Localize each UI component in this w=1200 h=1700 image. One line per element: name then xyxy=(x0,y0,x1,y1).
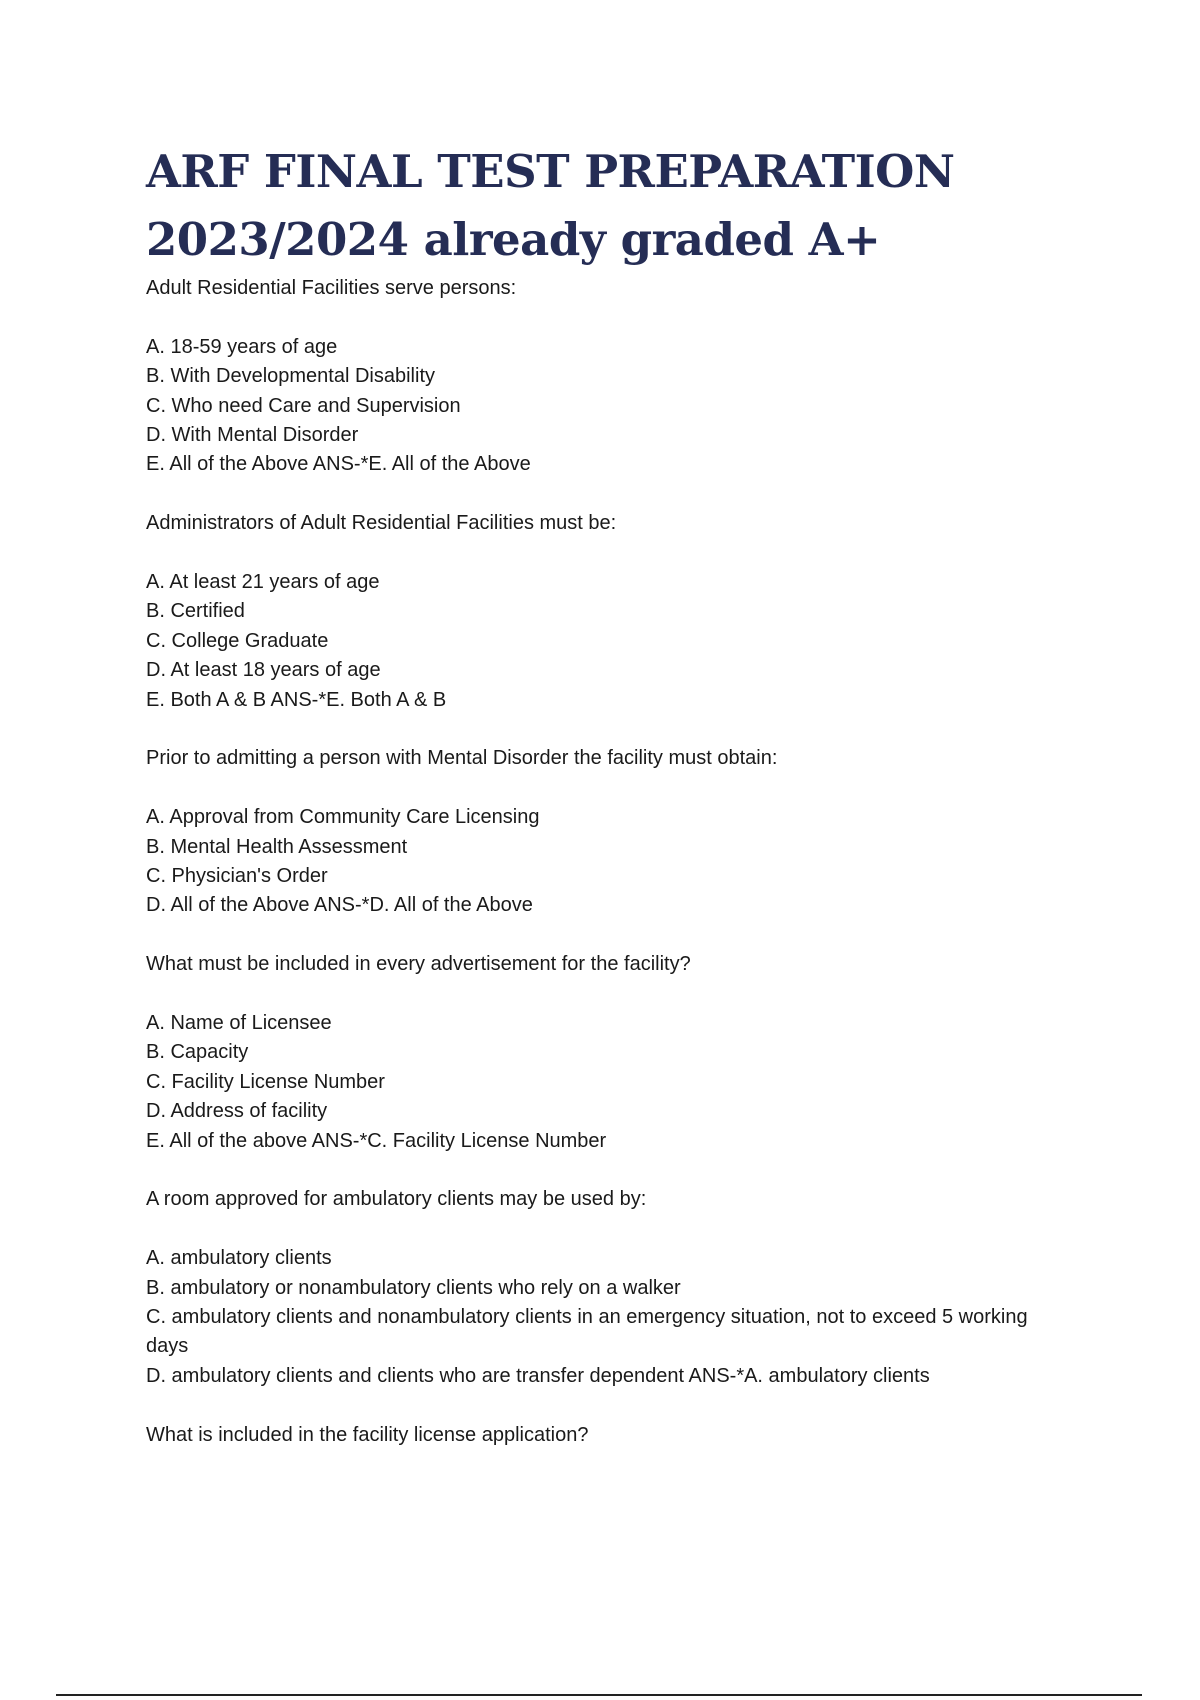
question-block xyxy=(146,274,1066,480)
question-block xyxy=(146,1185,1066,1391)
answer-option: B. With Developmental Disability xyxy=(146,365,435,388)
answer-option: D. At least 18 years of age xyxy=(146,659,381,682)
answer-options xyxy=(146,568,1066,715)
document-title xyxy=(146,138,1066,274)
question-text: A room approved for ambulatory clients may be used by: xyxy=(146,1188,647,1211)
answer-option: B. Mental Health Assessment xyxy=(146,835,408,858)
answer-option: C. Who need Care and Supervision xyxy=(146,394,461,417)
answer-option: C. ambulatory clients and nonambulatory clients in an emergency situation, not to exceed 5 working days xyxy=(146,1306,1028,1358)
question-block xyxy=(146,1421,1066,1450)
answer-option: C. Facility License Number xyxy=(146,1070,385,1093)
question-text: Administrators of Adult Residential Facilities must be: xyxy=(146,512,617,535)
footer-divider xyxy=(56,1694,1142,1696)
answer-option: D. Address of facility xyxy=(146,1100,328,1123)
question-list xyxy=(146,274,1066,1450)
answer-option: D. With Mental Disorder xyxy=(146,424,359,447)
answer-option: E. Both A & B ANS-*E. Both A & B xyxy=(146,688,447,711)
title-line-2: 2023/2024 already graded A+ xyxy=(146,213,881,266)
answer-option: D. ambulatory clients and clients who are transfer dependent ANS-*A. ambulatory clients xyxy=(146,1364,930,1387)
question-text: What is included in the facility license application? xyxy=(146,1423,589,1446)
answer-option: A. ambulatory clients xyxy=(146,1247,332,1270)
answer-option: C. Physician's Order xyxy=(146,865,328,888)
answer-option: A. Approval from Community Care Licensing xyxy=(146,806,540,829)
question-block xyxy=(146,509,1066,715)
answer-option: B. Certified xyxy=(146,600,245,623)
answer-option: E. All of the Above ANS-*E. All of the Above xyxy=(146,453,531,476)
answer-options xyxy=(146,333,1066,480)
question-block xyxy=(146,744,1066,920)
answer-option: D. All of the Above ANS-*D. All of the Above xyxy=(146,894,533,917)
answer-option: B. ambulatory or nonambulatory clients who rely on a walker xyxy=(146,1276,681,1299)
question-block xyxy=(146,950,1066,1156)
document-content xyxy=(146,138,1066,1450)
answer-option: A. At least 21 years of age xyxy=(146,571,380,594)
answer-options xyxy=(146,803,1066,921)
answer-option: A. 18-59 years of age xyxy=(146,335,338,358)
question-text: Prior to admitting a person with Mental Disorder the facility must obtain: xyxy=(146,747,778,770)
question-text: What must be included in every advertisement for the facility? xyxy=(146,953,691,976)
answer-option: A. Name of Licensee xyxy=(146,1012,332,1035)
question-text: Adult Residential Facilities serve persons: xyxy=(146,277,517,299)
answer-options xyxy=(146,1009,1066,1156)
answer-option: C. College Graduate xyxy=(146,629,329,652)
answer-options xyxy=(146,1244,1066,1391)
answer-option: E. All of the above ANS-*C. Facility License Number xyxy=(146,1129,607,1152)
title-line-1: ARF FINAL TEST PREPARATION xyxy=(146,145,955,198)
answer-option: B. Capacity xyxy=(146,1041,249,1064)
